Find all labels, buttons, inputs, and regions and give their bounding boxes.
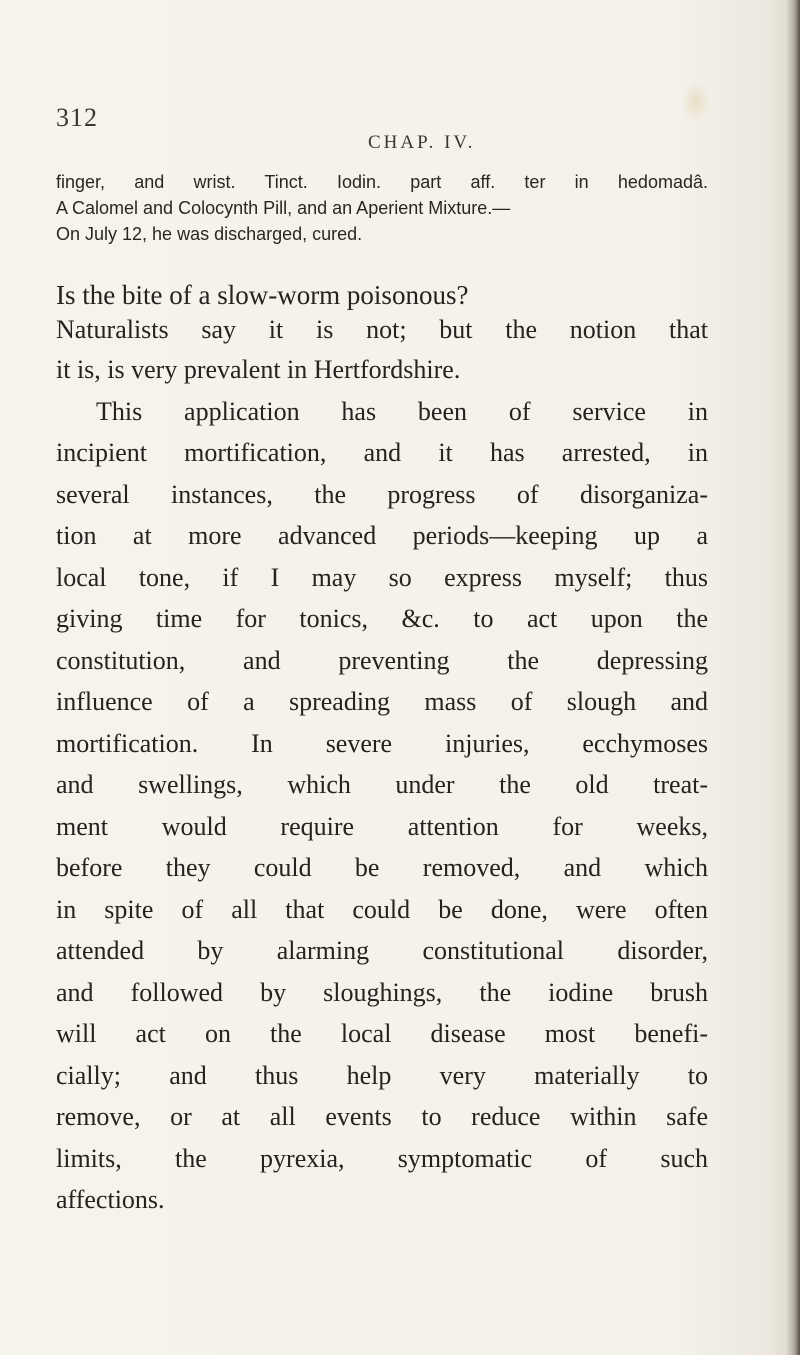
body-line: remove, or at all events to reduce within safe [56, 1102, 708, 1131]
body-line: will act on the local disease most benefi- [56, 1019, 708, 1048]
body-line: Naturalists say it is not; but the notion that [56, 315, 708, 344]
body-line: Is the bite of a slow-worm poisonous? [56, 280, 469, 310]
case-note-line: On July 12, he was discharged, cured. [56, 224, 363, 244]
body-line: local tone, if I may so express myself; thus [56, 563, 708, 592]
case-note-line: finger, and wrist. Tinct. Iodin. part aff. ter in hedomadâ. [56, 172, 708, 192]
body-line: influence of a spreading mass of slough and [56, 687, 708, 716]
body-line: tion at more advanced periods—keeping up a [56, 521, 708, 550]
page-edge-shadow [786, 0, 800, 1355]
body-line: in spite of all that could be done, were often [56, 895, 708, 924]
paper-stain [682, 82, 710, 122]
case-note-line: A Calomel and Colocynth Pill, and an Aperient Mixture.— [56, 198, 511, 218]
body-line: and swellings, which under the old treat- [56, 770, 708, 799]
body-line: incipient mortification, and it has arrested, in [56, 438, 708, 467]
body-line: constitution, and preventing the depressing [56, 646, 708, 675]
body-line: attended by alarming constitutional disorder, [56, 936, 708, 965]
running-head: CHAP. IV. [368, 132, 476, 153]
body-line: several instances, the progress of disorganiza- [56, 480, 708, 509]
body-line: and followed by sloughings, the iodine brush [56, 978, 708, 1007]
page-number: 312 [56, 103, 98, 132]
body-line: it is, is very prevalent in Hertfordshire. [56, 355, 461, 384]
body-line: giving time for tonics, &c. to act upon the [56, 604, 708, 633]
body-line: This application has been of service in [96, 397, 708, 426]
body-line: ment would require attention for weeks, [56, 812, 708, 841]
body-line: before they could be removed, and which [56, 853, 708, 882]
body-line: cially; and thus help very materially to [56, 1061, 708, 1090]
body-line: mortification. In severe injuries, ecchymoses [56, 729, 708, 758]
body-line: limits, the pyrexia, symptomatic of such [56, 1144, 708, 1173]
body-line: affections. [56, 1185, 165, 1214]
